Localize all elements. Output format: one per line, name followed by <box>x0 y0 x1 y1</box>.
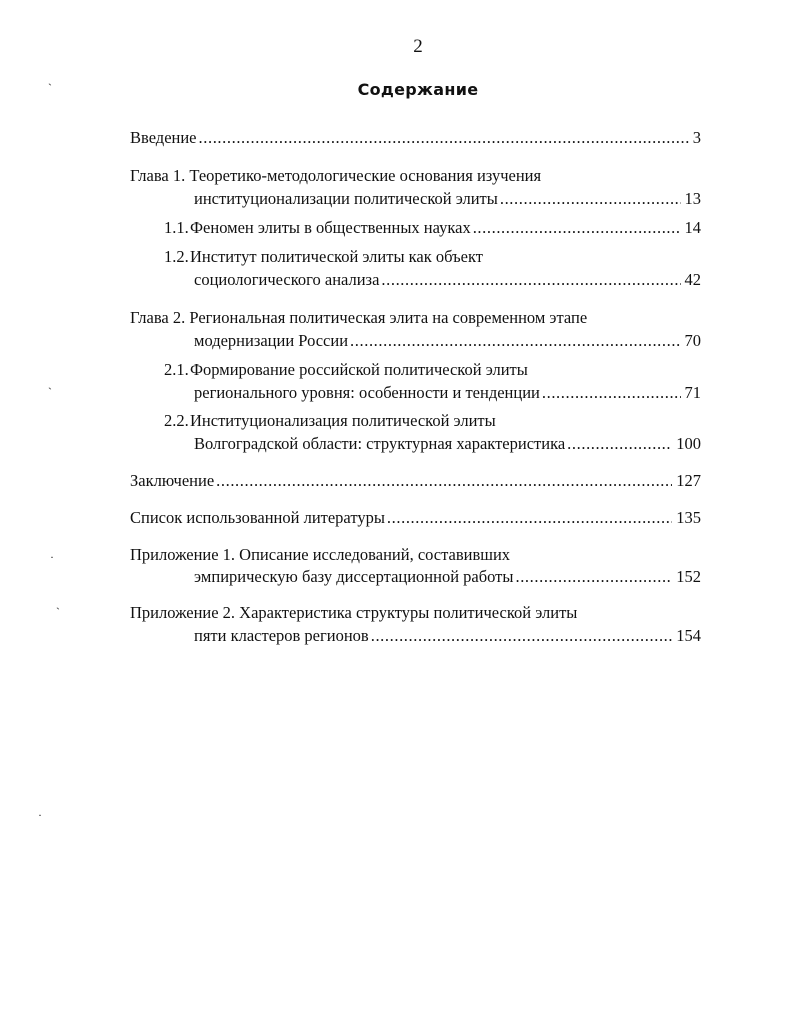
dot-leader <box>371 626 673 646</box>
section-number: 2.2. <box>164 411 189 430</box>
toc-section-1-1: 1.1. Феномен элиты в общественных науках ..... 14 <box>164 218 701 238</box>
toc-section-2-2-line-1: 2.2. Институционализация политической элиты <box>164 411 496 430</box>
toc-section-1-2-line-1: 1.2. Институт политической элиты как объект <box>164 247 483 266</box>
toc-entry-label: Введение <box>130 128 197 147</box>
section-number: 1.1. <box>164 218 189 237</box>
dot-leader <box>473 218 681 238</box>
toc-entry-bibliography: Список использованной литературы ..... 135 <box>130 508 701 528</box>
toc-entry-page: 152 <box>676 567 701 586</box>
page-number: 2 <box>413 36 423 57</box>
toc-entry-page: 3 <box>692 128 701 147</box>
toc-chapter-1-line-1: Глава 1. Теоретико-методологические основания изучения <box>130 166 542 185</box>
dot-leader <box>216 471 672 491</box>
dot-leader <box>199 128 689 148</box>
toc-appendix-1-line-1: Приложение 1. Описание исследований, составивших <box>130 545 511 564</box>
toc-entry-page: 14 <box>684 218 701 237</box>
dot-leader <box>350 331 680 351</box>
toc-title: Содержание <box>357 80 479 99</box>
scan-speck: · <box>50 550 54 564</box>
toc-appendix-2-line-2: пяти кластеров регионов ..... 154 <box>194 626 701 646</box>
dot-leader <box>500 189 681 209</box>
dot-leader <box>381 270 680 290</box>
toc-entry-conclusion: Заключение ..... 127 <box>130 471 701 491</box>
dot-leader <box>515 567 672 587</box>
toc-section-2-2-line-2: Волгоградской области: структурная характеристика ..... 100 <box>194 434 701 454</box>
toc-chapter-2-line-1: Глава 2. Региональная политическая элита на современном этапе <box>130 308 588 327</box>
toc-entry-page: 42 <box>684 270 701 289</box>
dot-leader <box>387 508 672 528</box>
toc-entry-page: 154 <box>676 626 701 645</box>
toc-entry-page: 100 <box>676 434 701 453</box>
scan-speck: ˎ <box>56 596 60 610</box>
scan-speck: ˏ <box>48 72 52 86</box>
toc-chapter-1-line-2: институционализации политической элиты ..... 13 <box>194 189 701 209</box>
section-number: 1.2. <box>164 247 189 266</box>
toc-entry-page: 127 <box>676 471 701 490</box>
toc-chapter-2-line-2: модернизации России ..... 70 <box>194 331 701 351</box>
toc-section-1-2-line-2: социологического анализа ..... 42 <box>194 270 701 290</box>
scan-speck: ˏ <box>48 376 52 390</box>
toc-appendix-2-line-1: Приложение 2. Характеристика структуры политической элиты <box>130 603 578 622</box>
toc-entry-page: 70 <box>684 331 701 350</box>
dot-leader <box>542 383 681 403</box>
dot-leader <box>567 434 672 454</box>
toc-appendix-1-line-2: эмпирическую базу диссертационной работы ..... 152 <box>194 567 701 587</box>
toc-section-2-1-line-2: регионального уровня: особенности и тенденции ..... 71 <box>194 383 701 403</box>
toc-entry-intro <box>130 128 701 148</box>
scan-speck: · <box>38 808 42 822</box>
toc-entry-page: 135 <box>676 508 701 527</box>
toc-entry-page: 13 <box>684 189 701 208</box>
toc-section-2-1-line-1: 2.1. Формирование российской политической элиты <box>164 360 528 379</box>
toc-entry-page: 71 <box>684 383 701 402</box>
section-number: 2.1. <box>164 360 189 379</box>
